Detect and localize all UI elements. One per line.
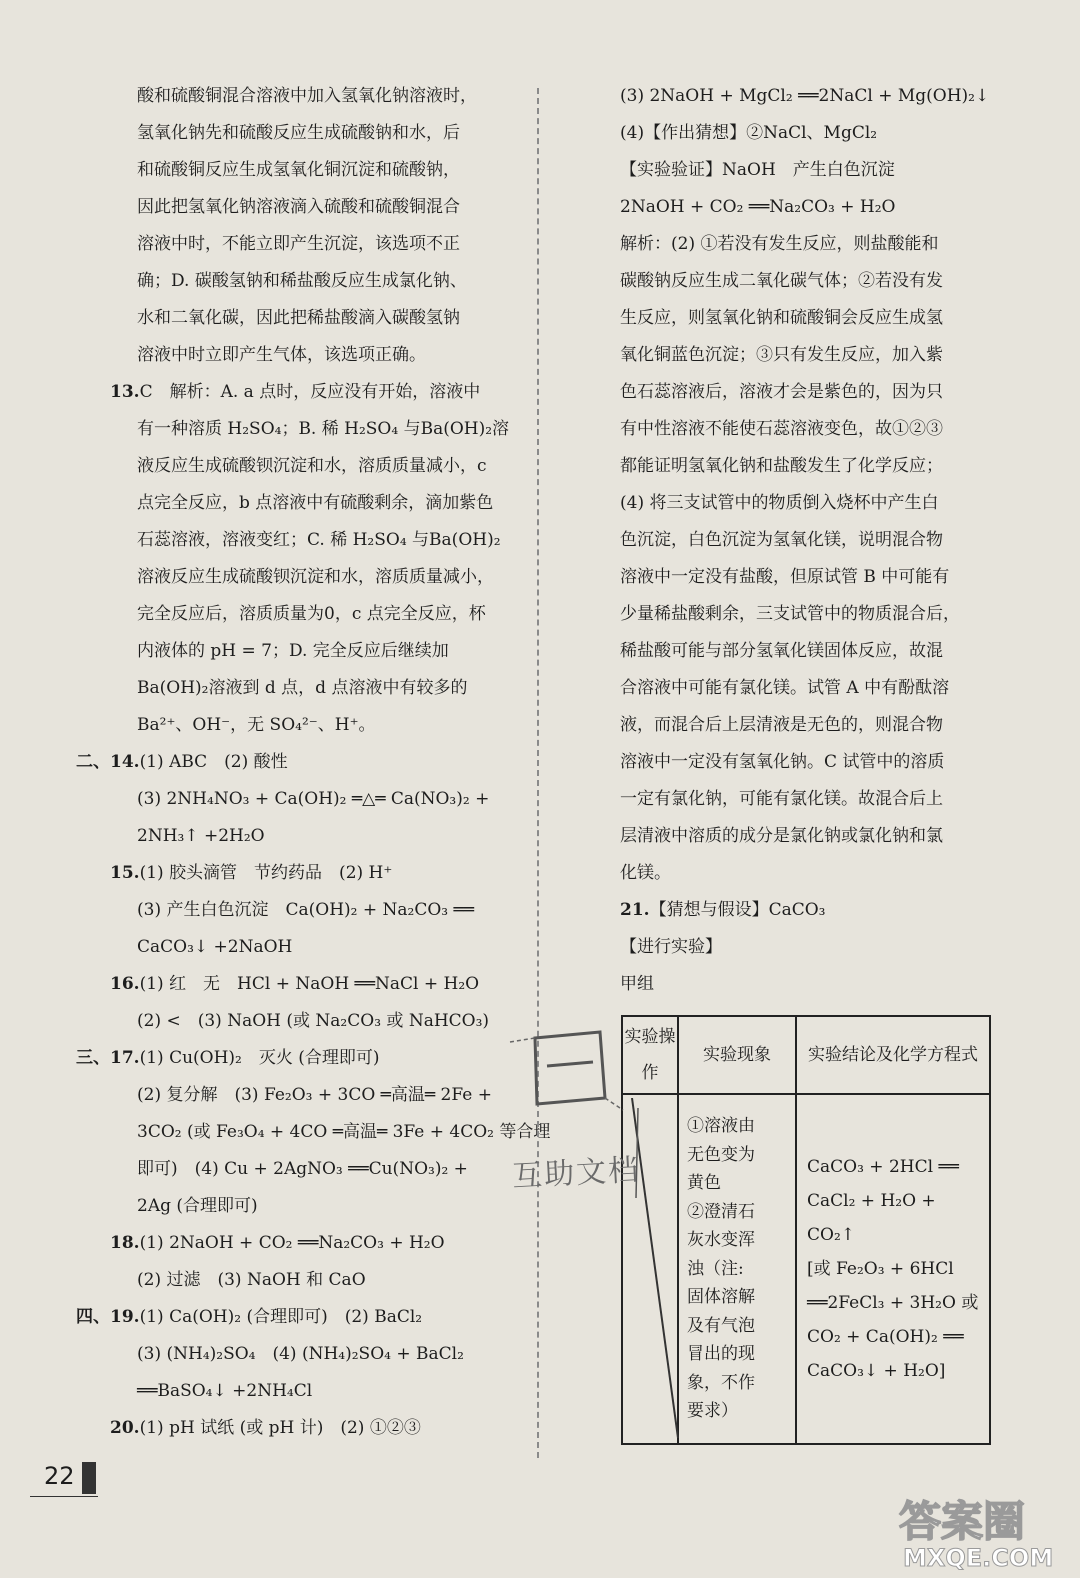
equation-cell — [796, 1094, 990, 1444]
line-text: 一定有氯化钠，可能有氯化镁。故混合后上 — [620, 789, 943, 809]
line-text: ══BaSO₄↓ +2NH₄Cl — [137, 1381, 313, 1401]
line-text: 【实验验证】NaOH 产生白色沉淀 — [620, 160, 895, 180]
text-line — [620, 744, 1000, 781]
text-line — [620, 263, 1000, 300]
observation-line: ②澄清石 — [687, 1201, 755, 1222]
page-number-bar — [82, 1462, 96, 1494]
line-text: (1) ABC (2) 酸性 — [139, 752, 288, 772]
page-number: 22 — [44, 1462, 75, 1490]
text-line — [620, 189, 1000, 226]
line-text: (1) Cu(OH)₂ 灭火 (合理即可) — [139, 1048, 380, 1068]
section-label: 二、 — [76, 752, 110, 772]
text-line — [620, 781, 1000, 818]
text-line — [110, 633, 520, 670]
text-line — [620, 633, 1000, 670]
observation-line: 固体溶解 — [687, 1287, 755, 1308]
question-number: 13. — [110, 382, 140, 402]
question-number: 17. — [110, 1048, 140, 1068]
text-line — [110, 263, 520, 300]
text-line — [110, 1373, 520, 1410]
line-text: (1) pH 试纸 (或 pH 计) (2) ①②③ — [139, 1418, 421, 1438]
text-line — [110, 707, 520, 744]
line-text: Ba²⁺、OH⁻，无 SO₄²⁻、H⁺。 — [137, 715, 376, 735]
line-text: (1) 2NaOH + CO₂ ══Na₂CO₃ + H₂O — [139, 1233, 445, 1253]
line-text: 和硫酸铜反应生成氢氧化铜沉淀和硫酸钠， — [137, 160, 460, 180]
section-label: 四、 — [76, 1307, 110, 1327]
text-line — [620, 411, 1000, 448]
text-line — [620, 596, 1000, 633]
line-text: 溶液中一定没有氢氧化钠。C 试管中的溶质 — [620, 752, 945, 772]
text-line — [620, 337, 1000, 374]
line-text: 2NaOH + CO₂ ══Na₂CO₃ + H₂O — [620, 197, 896, 217]
text-line — [620, 522, 1000, 559]
line-text: 溶液中时立即产生气体，该选项正确。 — [137, 345, 426, 365]
text-line — [620, 78, 1000, 115]
line-text: 确；D. 碳酸氢钠和稀盐酸反应生成氯化钠、 — [137, 271, 467, 291]
equation-line: CaCO₃ + 2HCl ══ — [807, 1157, 959, 1177]
line-text: (3) 产生白色沉淀 Ca(OH)₂ + Na₂CO₃ ══ — [137, 900, 474, 920]
line-text: 液反应生成硫酸钡沉淀和水，溶质质量减小，c — [137, 456, 487, 476]
line-text: 氢氧化钠先和硫酸反应生成硫酸钠和水，后 — [137, 123, 460, 143]
text-line — [110, 559, 520, 596]
line-text: (2) 复分解 (3) Fe₂O₃ + 3CO ═高温═ 2Fe + — [137, 1085, 492, 1105]
observation-line: 无色变为 — [687, 1144, 755, 1165]
text-line — [110, 1114, 551, 1151]
page-number-rule — [30, 1496, 98, 1497]
line-text: 【进行实验】 — [620, 937, 722, 957]
text-line — [110, 1225, 520, 1262]
text-line — [110, 411, 520, 448]
line-text: 甲组 — [620, 974, 654, 994]
text-line — [620, 707, 1000, 744]
right-column — [620, 78, 1000, 1003]
question-number: 21. — [620, 900, 650, 920]
line-text: 层清液中溶质的成分是氯化钠或氯化钠和氯 — [620, 826, 943, 846]
line-text: 有中性溶液不能使石蕊溶液变色，故①②③ — [620, 419, 943, 439]
line-text: 3CO₂ (或 Fe₃O₄ + 4CO ═高温═ 3Fe + 4CO₂ 等合理 — [137, 1122, 551, 1142]
line-text: 完全反应后，溶质质量为0，c 点完全反应，杯 — [137, 604, 486, 624]
observation-line: 浊（注: — [687, 1258, 744, 1279]
line-text: 稀盐酸可能与部分氢氧化镁固体反应，故混 — [620, 641, 943, 661]
text-line — [620, 855, 1000, 892]
equation-line: ══2FeCl₃ + 3H₂O 或 — [807, 1293, 979, 1313]
line-text: 有一种溶质 H₂SO₄；B. 稀 H₂SO₄ 与Ba(OH)₂溶 — [137, 419, 510, 439]
line-text: (3) (NH₄)₂SO₄ (4) (NH₄)₂SO₄ + BaCl₂ — [137, 1344, 464, 1364]
line-text: 碳酸钠反应生成二氧化碳气体；②若没有发 — [620, 271, 943, 291]
line-text: (2) 过滤 (3) NaOH 和 CaO — [137, 1270, 366, 1290]
text-line — [620, 448, 1000, 485]
text-line — [110, 485, 520, 522]
text-line — [110, 1336, 520, 1373]
line-text: 内液体的 pH = 7；D. 完全反应后继续加 — [137, 641, 449, 661]
text-line — [620, 115, 1000, 152]
line-text: (4)【作出猜想】②NaCl、MgCl₂ — [620, 123, 878, 143]
line-text: 因此把氢氧化钠溶液滴入硫酸和硫酸铜混合 — [137, 197, 460, 217]
text-line — [110, 152, 520, 189]
line-text: 合溶液中可能有氯化镁。试管 A 中有酚酞溶 — [620, 678, 950, 698]
line-text: (1) 胶头滴管 节约药品 (2) H⁺ — [139, 863, 393, 883]
line-text: 溶液中时，不能立即产生沉淀，该选项不正 — [137, 234, 460, 254]
equation-line: CaCl₂ + H₂O + CO₂↑ — [807, 1191, 936, 1245]
line-text: Ba(OH)₂溶液到 d 点，d 点溶液中有较多的 — [137, 678, 468, 698]
observation-cell — [678, 1094, 796, 1444]
line-text: 色石蕊溶液后，溶液才会是紫色的，因为只 — [620, 382, 943, 402]
question-number: 15. — [110, 863, 140, 883]
text-line — [110, 929, 520, 966]
line-text: 生反应，则氢氧化钠和硫酸铜会反应生成氢 — [620, 308, 943, 328]
text-line — [110, 855, 520, 892]
equation-line: CO₂ + Ca(OH)₂ ══ — [807, 1327, 964, 1347]
question-number: 19. — [110, 1307, 140, 1327]
text-line — [620, 226, 1000, 263]
line-text: (1) Ca(OH)₂ (合理即可) (2) BaCl₂ — [139, 1307, 423, 1327]
text-line — [110, 226, 520, 263]
line-text: 点完全反应，b 点溶液中有硫酸剩余，滴加紫色 — [137, 493, 494, 513]
text-line — [110, 1262, 520, 1299]
line-text: 2NH₃↑ +2H₂O — [137, 826, 265, 846]
text-line — [620, 670, 1000, 707]
text-line — [110, 78, 520, 115]
text-line — [76, 1040, 520, 1077]
left-column — [76, 78, 551, 1447]
line-text: 2Ag (合理即可) — [137, 1196, 258, 1216]
text-line — [110, 1077, 520, 1114]
observation-line: 冒出的现 — [687, 1344, 755, 1365]
svg-text:MXQE.COM: MXQE.COM — [903, 1544, 1054, 1572]
line-text: 水和二氧化碳，因此把稀盐酸滴入碳酸氢钠 — [137, 308, 460, 328]
text-line — [620, 892, 1000, 929]
line-text: (3) 2NaOH + MgCl₂ ══2NaCl + Mg(OH)₂↓ — [620, 86, 990, 106]
observation-line: 黄色 — [687, 1173, 721, 1194]
stamp-text: 互助文档 — [511, 1152, 642, 1195]
observation-line: 灰水变浑 — [687, 1230, 755, 1251]
text-line — [110, 1410, 520, 1447]
text-line — [110, 1151, 520, 1188]
line-text: 氧化铜蓝色沉淀；③只有发生反应，加入紫 — [620, 345, 943, 365]
line-text: 少量稀盐酸剩余，三支试管中的物质混合后， — [620, 604, 960, 624]
line-text: 溶液中一定没有盐酸，但原试管 B 中可能有 — [620, 567, 950, 587]
text-line — [110, 300, 520, 337]
text-line — [620, 374, 1000, 411]
text-line — [110, 1003, 520, 1040]
text-line — [620, 485, 1000, 522]
text-line — [110, 892, 520, 929]
text-line — [110, 818, 520, 855]
text-line — [110, 781, 520, 818]
text-line — [620, 818, 1000, 855]
header-operation: 实验操作 — [624, 1027, 676, 1083]
text-line — [110, 1188, 520, 1225]
text-line — [110, 189, 520, 226]
line-text: 溶液反应生成硫酸钡沉淀和水，溶质质量减小， — [137, 567, 494, 587]
line-text: (4) 将三支试管中的物质倒入烧杯中产生白 — [620, 493, 939, 513]
text-line — [76, 1299, 520, 1336]
table-header — [678, 1016, 796, 1094]
line-text: CaCO₃↓ +2NaOH — [137, 937, 293, 957]
line-text: (3) 2NH₄NO₃ + Ca(OH)₂ ═△═ Ca(NO₃)₂ + — [137, 789, 490, 809]
table-header-row — [622, 1016, 990, 1094]
svg-text:答案圈: 答案圈 — [899, 1497, 1026, 1546]
header-phenomenon: 实验现象 — [703, 1045, 771, 1065]
text-line — [76, 744, 520, 781]
observation-line: 象，不作 — [687, 1372, 755, 1393]
header-conclusion: 实验结论及化学方程式 — [808, 1045, 978, 1065]
text-line — [110, 966, 520, 1003]
line-text: C 解析：A. a 点时，反应没有开始，溶液中 — [139, 382, 481, 402]
line-text: 【猜想与假设】CaCO₃ — [649, 900, 826, 920]
line-text: 酸和硫酸铜混合溶液中加入氢氧化钠溶液时， — [137, 86, 477, 106]
text-line — [620, 966, 1000, 1003]
text-line — [110, 448, 520, 485]
line-text: (1) 红 无 HCl + NaOH ══NaCl + H₂O — [139, 974, 480, 994]
text-line — [620, 559, 1000, 596]
text-line — [110, 522, 520, 559]
text-line — [110, 337, 520, 374]
line-text: 液，而混合后上层清液是无色的，则混合物 — [620, 715, 943, 735]
observation-line: ①溶液由 — [687, 1116, 755, 1137]
text-line — [110, 374, 520, 411]
question-number: 18. — [110, 1233, 140, 1253]
column-divider — [537, 88, 539, 1458]
stamp-icon — [505, 1018, 625, 1128]
question-number: 16. — [110, 974, 140, 994]
line-text: 即可) (4) Cu + 2AgNO₃ ══Cu(NO₃)₂ + — [137, 1159, 468, 1179]
section-label: 三、 — [76, 1048, 110, 1068]
text-line — [620, 152, 1000, 189]
question-number: 20. — [110, 1418, 140, 1438]
watermark-logo — [895, 1492, 1065, 1572]
text-line — [620, 929, 1000, 966]
observation-line: 及有气泡 — [687, 1315, 755, 1336]
line-text: 化镁。 — [620, 863, 671, 883]
question-number: 14. — [110, 752, 140, 772]
observation-line: 要求） — [687, 1401, 738, 1422]
line-text: (2) < (3) NaOH (或 Na₂CO₃ 或 NaHCO₃) — [137, 1011, 490, 1031]
line-text: 都能证明氢氧化钠和盐酸发生了化学反应； — [620, 456, 943, 476]
line-text: 石蕊溶液，溶液变红；C. 稀 H₂SO₄ 与Ba(OH)₂ — [137, 530, 501, 550]
table-header — [622, 1016, 678, 1094]
equation-line: CaCO₃↓ + H₂O] — [807, 1361, 946, 1381]
line-text: 色沉淀，白色沉淀为氢氧化镁，说明混合物 — [620, 530, 943, 550]
equation-line: [或 Fe₂O₃ + 6HCl — [807, 1259, 954, 1279]
line-text: 解析：(2) ①若没有发生反应，则盐酸能和 — [620, 234, 939, 254]
text-line — [620, 300, 1000, 337]
text-line — [110, 596, 520, 633]
table-header — [796, 1016, 990, 1094]
text-line — [110, 670, 520, 707]
text-line — [110, 115, 520, 152]
